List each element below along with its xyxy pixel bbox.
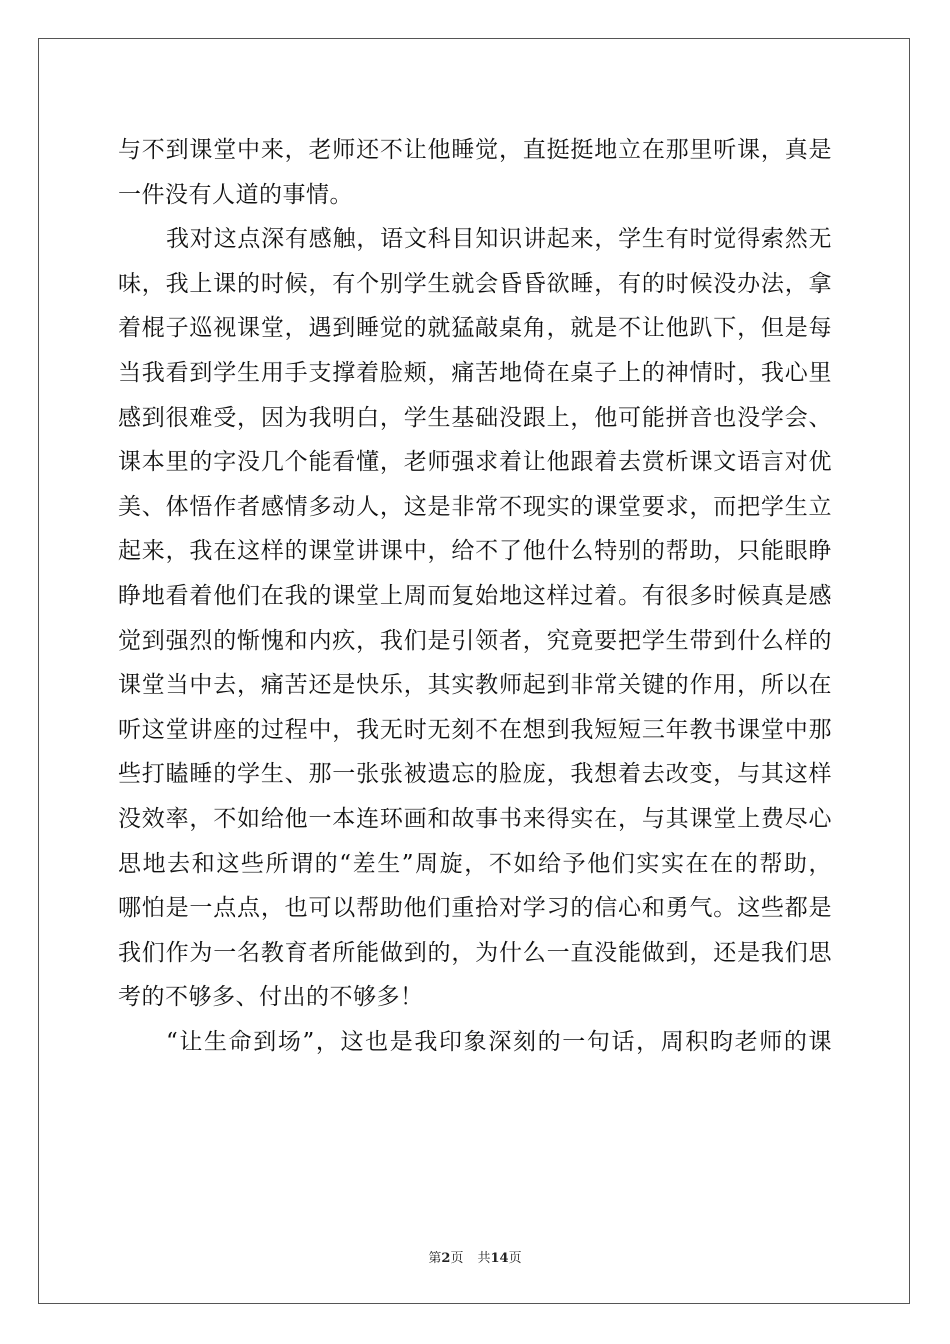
text-line: 听这堂讲座的过程中，我无时无刻不在想到我短短三年教书课堂中那 — [118, 716, 832, 743]
footer-total-suffix: 页 — [508, 1251, 522, 1266]
text-line: 课本里的字没几个能看懂，老师强求着让他跟着去赏析课文语言对优 — [118, 449, 832, 476]
text-line: 课堂当中去，痛苦还是快乐，其实教师起到非常关键的作用，所以在 — [118, 672, 832, 699]
text-line: 起来，我在这样的课堂讲课中，给不了他什么特别的帮助，只能眼睁 — [118, 538, 832, 565]
text-line: 觉到强烈的惭愧和内疚，我们是引领者，究竟要把学生带到什么样的 — [118, 627, 832, 654]
footer-total-pages: 14 — [490, 1251, 509, 1266]
text-line: 考的不够多、付出的不够多！ — [118, 984, 424, 1011]
text-line: 一件没有人道的事情。 — [118, 181, 353, 208]
text-line: 感到很难受，因为我明白，学生基础没跟上，他可能拼音也没学会、 — [118, 404, 832, 431]
text-line: 些打瞌睡的学生、那一张张被遗忘的脸庞，我想着去改变，与其这样 — [118, 761, 832, 788]
text-line: 美、体悟作者感情多动人，这是非常不现实的课堂要求，而把学生立 — [118, 493, 832, 520]
text-line: 当我看到学生用手支撑着脸颊，痛苦地倚在桌子上的神情时，我心里 — [118, 359, 832, 386]
text-line: 味，我上课的时候，有个别学生就会昏昏欲睡，有的时候没办法，拿 — [118, 270, 832, 297]
footer-total-prefix: 共 — [477, 1251, 491, 1266]
text-line: 我们作为一名教育者所能做到的，为什么一直没能做到，还是我们思 — [118, 939, 832, 966]
footer-page-number: 2 — [441, 1251, 451, 1266]
text-line: 思地去和这些所谓的“差生”周旋，不如给予他们实实在在的帮助， — [118, 850, 832, 877]
text-line: 我对这点深有感触，语文科目知识讲起来，学生有时觉得索然无 — [166, 226, 832, 253]
footer-page-prefix: 第 — [428, 1251, 442, 1266]
text-line: 睁地看着他们在我的课堂上周而复始地这样过着。有很多时候真是感 — [118, 582, 832, 609]
text-line: 没效率，不如给他一本连环画和故事书来得实在，与其课堂上费尽心 — [118, 805, 832, 832]
text-line: 着棍子巡视课堂，遇到睡觉的就猛敲桌角，就是不让他趴下，但是每 — [118, 315, 832, 342]
document-body — [118, 128, 832, 1064]
text-line: “让生命到场”，这也是我印象深刻的一句话，周积昀老师的课 — [166, 1028, 832, 1055]
text-line: 与不到课堂中来，老师还不让他睡觉，直挺挺地立在那里听课，真是 — [118, 137, 832, 163]
footer-page-suffix: 页 — [450, 1251, 464, 1266]
text-line: 哪怕是一点点，也可以帮助他们重拾对学习的信心和勇气。这些都是 — [118, 895, 832, 922]
page-footer — [0, 1247, 950, 1266]
